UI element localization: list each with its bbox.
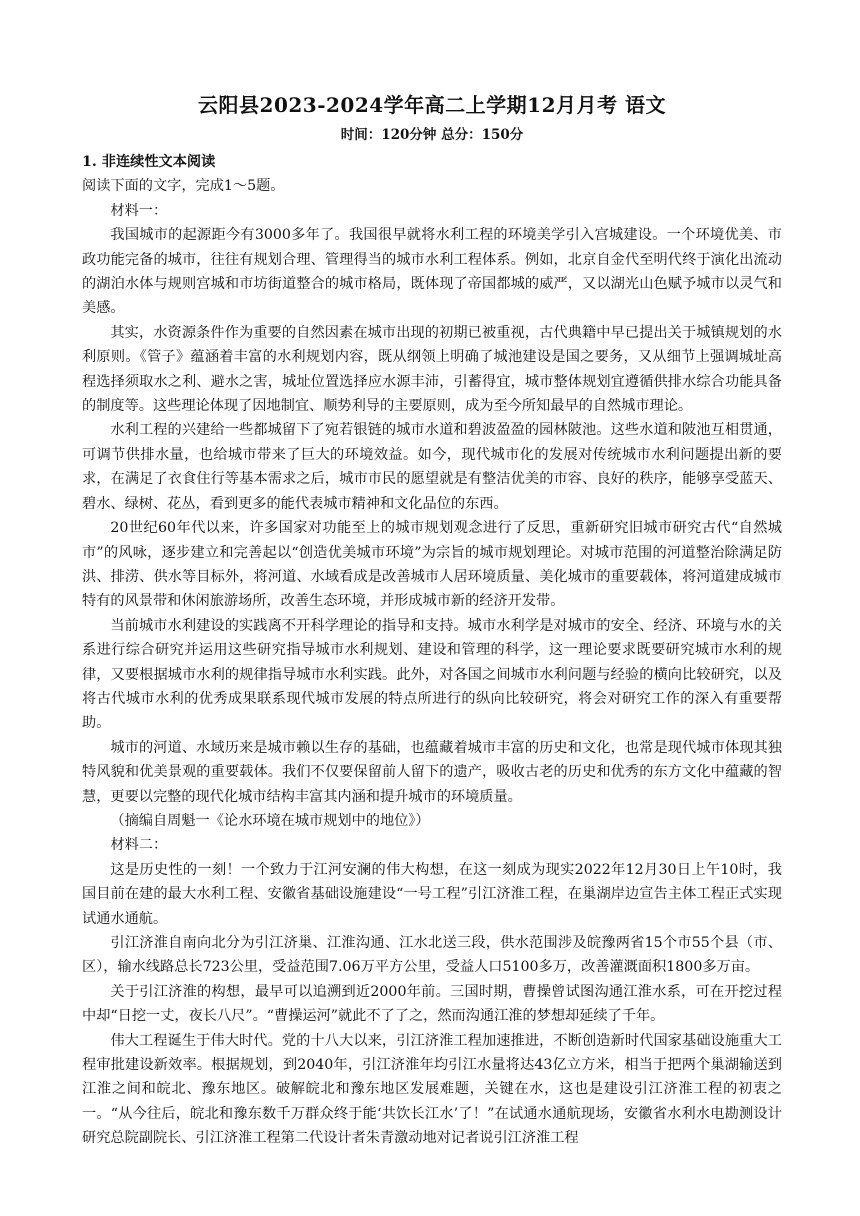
material-one-label: 材料一： (110, 202, 168, 219)
material-one-paragraph: 城市的河道、水域历来是城市赖以生存的基础，也蕴藏着城市丰富的历史和文化，也常是现代城市体现其独特风貌和优美景观的重要载体。我们不仅要保留前人留下的遗产，吸收古老的历史和优秀的东方文化中蕴藏的智慧，更要以完整的现代化城市结构丰富其内涵和提升城市的环境质量。 (82, 739, 782, 805)
document-title: 云阳县2023-2024学年高二上学期12月月考 语文 (198, 93, 666, 117)
material-one-paragraph: 水利工程的兴建给一些都城留下了宛若银链的城市水道和碧波盈盈的园林陂池。这些水道和陂池互相贯通，可调节供排水量，也给城市带来了巨大的环境效益。如今，现代城市化的发展对传统城市水利问题提出新的要求，在满足了衣食住行等基本需求之后，城市市民的愿望就是有整洁优美的市容、良好的秩序，能够享受蓝天、碧水、绿树、花丛，看到更多的能代表城市精神和文化品位的东西。 (82, 422, 782, 512)
material-two-paragraph: 这是历史性的一刻！一个致力于江河安澜的伟大构想，在这一刻成为现实2022年12月30日上午10时，我国目前在建的最大水利工程、安徽省基础设施建设“一号工程”引江济淮工程，在巢湖岸边宣告主体工程正式实现试通水通航。 (82, 861, 782, 927)
material-two-label: 材料二： (110, 837, 168, 854)
material-one-source: （摘编自周魁一《论水环境在城市规划中的地位》） (110, 812, 430, 829)
material-two-paragraph: 伟大工程诞生于伟大时代。党的十八大以来，引江济淮工程加速推进，不断创造新时代国家基础设施重大工程审批建设新效率。根据规划，到2040年，引江济淮年均引江水量将达43亿立方米，相当于把两个巢湖输送到江淮之间和皖北、豫东地区。破解皖北和豫东地区发展难题，关键在水，这也是建设引江济淮工程的初衷之一。“从今往后，皖北和豫东数千万群众终于能‘共饮长江水’了！”在试通水通航现场，安徽省水利水电勘测设计研究总院副院长、引江济淮工程第二代设计者朱青激动地对记者说引江济淮工程 (82, 1032, 782, 1147)
reading-instruction: 阅读下面的文字，完成1～5题。 (82, 178, 285, 195)
material-two-paragraph: 关于引江济淮的构想，最早可以追溯到近2000年前。三国时期，曹操曾试图沟通江淮水系，可在开挖过程中却“日挖一丈，夜长八尺”。“曹操运河”就此不了了之，然而沟通江淮的梦想却延续了千年。 (82, 983, 782, 1025)
section-heading: 1. 非连续性文本阅读 (82, 154, 216, 170)
material-two-paragraph: 引江济淮自南向北分为引江济巢、江淮沟通、江水北送三段，供水范围涉及皖豫两省15个市55个县（市、区），输水线路总长723公里，受益范围7.06万平方公里，受益人口5100多万，改善灌溉面积1800多万亩。 (82, 935, 782, 976)
material-one-paragraph: 当前城市水利建设的实践离不开科学理论的指导和支持。城市水利学是对城市的安全、经济、环境与水的关系进行综合研究并运用这些研究指导城市水利规划、建设和管理的科学，这一理论要求既要研究城市水利的规律，又要根据城市水利的规律指导城市水利实践。此外，对各国之间城市水利问题与经验的横向比较研究，以及将古代城市水利的优秀成果联系现代城市发展的特点所进行的纵向比较研究，将会对研究工作的深入有重要帮助。 (82, 617, 782, 732)
material-one-paragraph: 20世纪60年代以来，许多国家对功能至上的城市规划观念进行了反思，重新研究旧城市研究古代“自然城市”的风咏，逐步建立和完善起以“创造优美城市环境”为宗旨的城市规划理论。对城市范围的河道整治除满足防洪、排涝、供水等目标外，将河道、水域看成是改善城市人居环境质量、美化城市的重要载体，将河道建成城市特有的风景带和休闲旅游场所，改善生态环境，并形成城市新的经济开发带。 (82, 520, 782, 610)
material-one-paragraph: 其实，水资源条件作为重要的自然因素在城市出现的初期已被重视，古代典籍中早已提出关于城镇规划的水利原则。《管子》蕴涵着丰富的水利规划内容，既从纲领上明确了城池建设是国之要务，又从细节上强调城址高程选择须取水之利、避水之害，城址位置选择应水源丰沛，引蓄得宜，城市整体规划宜遵循供排水综合功能具备的制度等。这些理论体现了因地制宜、顺势利导的主要原则，成为至今所知最早的自然城市理论。 (82, 324, 782, 415)
material-one-paragraph: 我国城市的起源距今有3000多年了。我国很早就将水利工程的环境美学引入宫城建设。一个环境优美、市政功能完备的城市，往往有规划合理、管理得当的城市水利工程体系。例如，北京自金代至明代终于演化出流动的湖泊水体与规则宫城和市坊街道整合的城市格局，既体现了帝国都城的威严，又以湖光山色赋予城市以灵气和美感。 (82, 227, 782, 317)
exam-info: 时间：120分钟 总分：150分 (340, 127, 524, 143)
